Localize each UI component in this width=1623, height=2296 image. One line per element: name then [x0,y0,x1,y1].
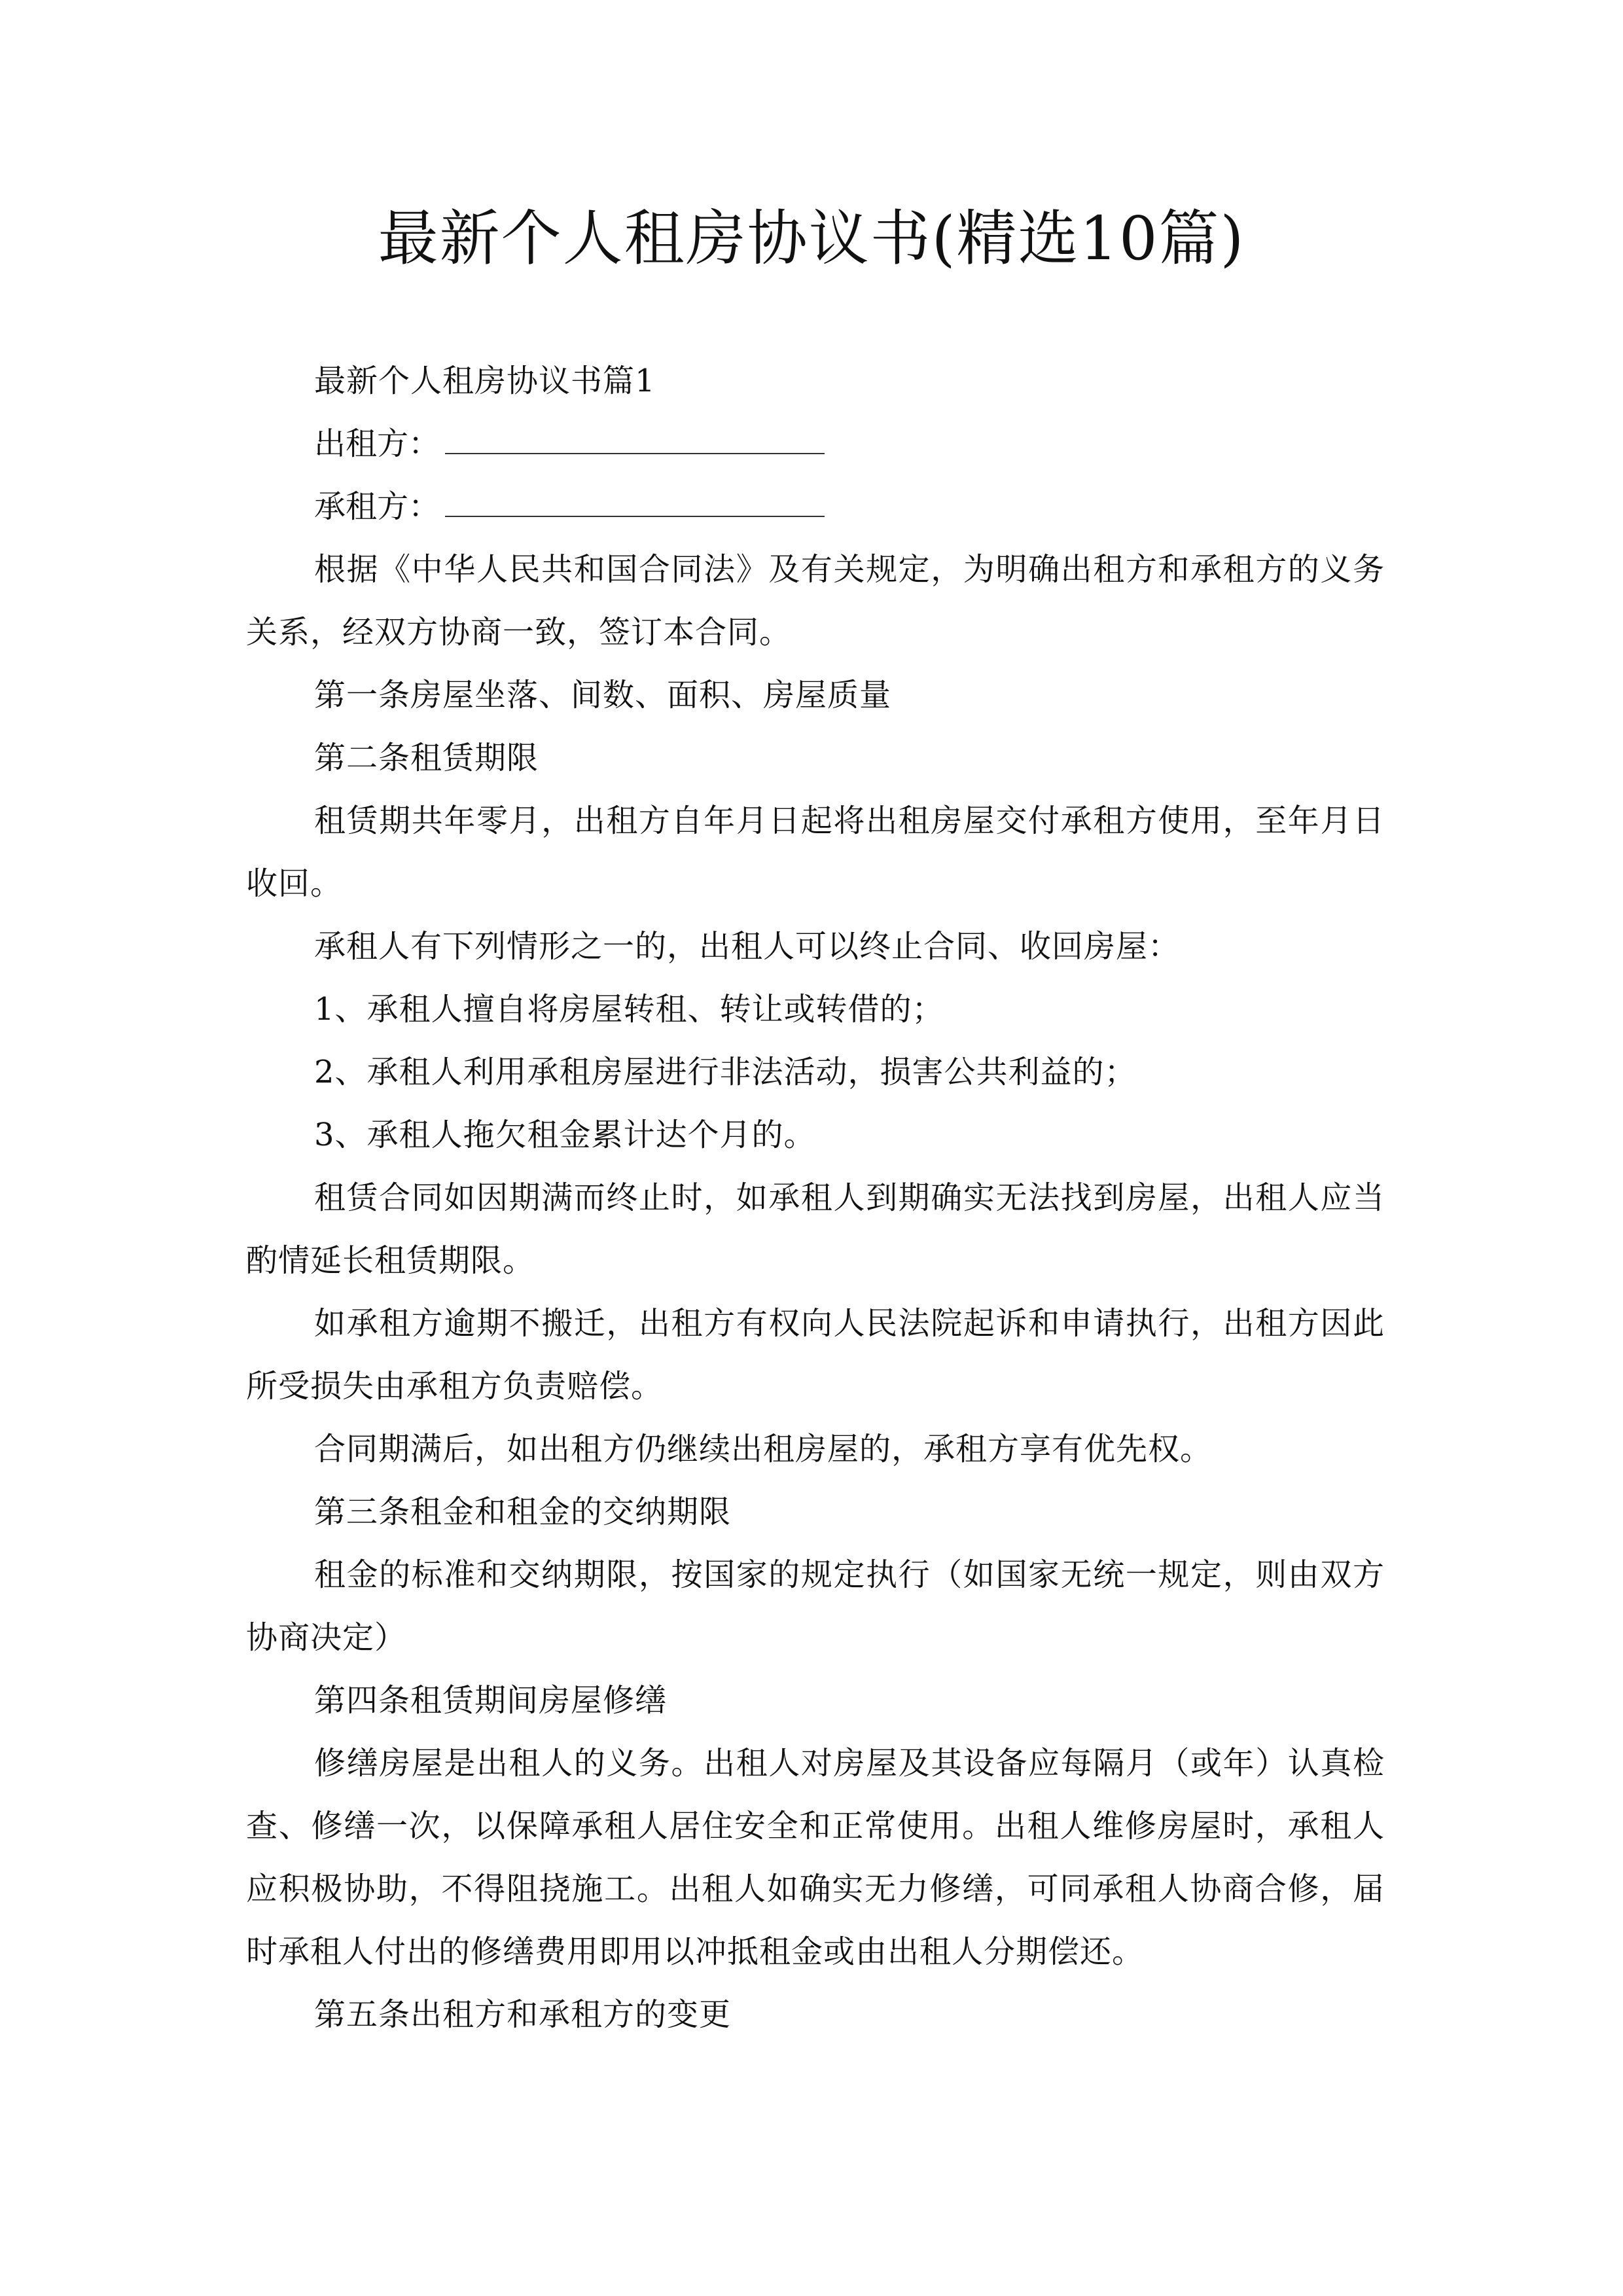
article-5-heading: 第五条出租方和承租方的变更 [314,1996,732,2033]
list-item-3: 3、承租人拖欠租金累计达个月的。 [314,1117,816,1153]
paragraph-overdue-move: 如承租方逾期不搬迁，出租方有权向人民法院起诉和申请执行，出租方因此所受损失由承租方负责赔偿。 [246,1305,1385,1405]
tenant-field-row [246,475,1385,538]
list-item-2: 2、承租人利用承租房屋进行非法活动，损害公共利益的； [314,1054,1137,1090]
article-1-heading: 第一条房屋坐落、间数、面积、房屋质量 [314,677,892,713]
tenant-label: 承租方： [314,488,440,525]
paragraph-lease-extension: 租赁合同如因期满而终止时，如承租人到期确实无法找到房屋，出租人应当酌情延长租赁期限。 [246,1179,1385,1279]
paragraph-repair-duty: 修缮房屋是出租人的义务。出租人对房屋及其设备应每隔月（或年）认真检查、修缮一次，以保障承租人居住安全和正常使用。出租人维修房屋时，承租人应积极协助，不得阻挠施工。出租人如确实无力修缮，可同承租人协商合修，届时承租人付出的修缮费用即用以冲抵租金或由出租人分期偿还。 [246,1745,1385,1970]
paragraph-termination-conditions: 承租人有下列情形之一的，出租人可以终止合同、收回房屋： [314,928,1181,965]
section-heading: 最新个人租房协议书篇1 [314,363,656,399]
landlord-blank-line [445,416,825,454]
article-3-heading: 第三条租金和租金的交纳期限 [314,1494,732,1530]
paragraph-preamble: 根据《中华人民共和国合同法》及有关规定，为明确出租方和承租方的义务关系，经双方协商一致，签订本合同。 [246,551,1385,651]
landlord-field-row [246,412,1385,475]
document-title: 最新个人租房协议书(精选10篇) [378,204,1245,274]
paragraph-rent-standard: 租金的标准和交纳期限，按国家的规定执行（如国家无统一规定，则由双方协商决定） [246,1556,1385,1656]
landlord-label: 出租方： [314,425,440,462]
list-item-1: 1、承租人擅自将房屋转租、转让或转借的； [314,991,944,1028]
paragraph-priority-right: 合同期满后，如出租方仍继续出租房屋的，承租方享有优先权。 [314,1431,1213,1467]
paragraph-lease-term: 租赁期共年零月，出租方自年月日起将出租房屋交付承租方使用，至年月日收回。 [246,802,1385,902]
tenant-blank-line [445,479,825,517]
article-2-heading: 第二条租赁期限 [314,740,539,776]
article-4-heading: 第四条租赁期间房屋修缮 [314,1682,668,1719]
document-body [246,350,1385,2046]
